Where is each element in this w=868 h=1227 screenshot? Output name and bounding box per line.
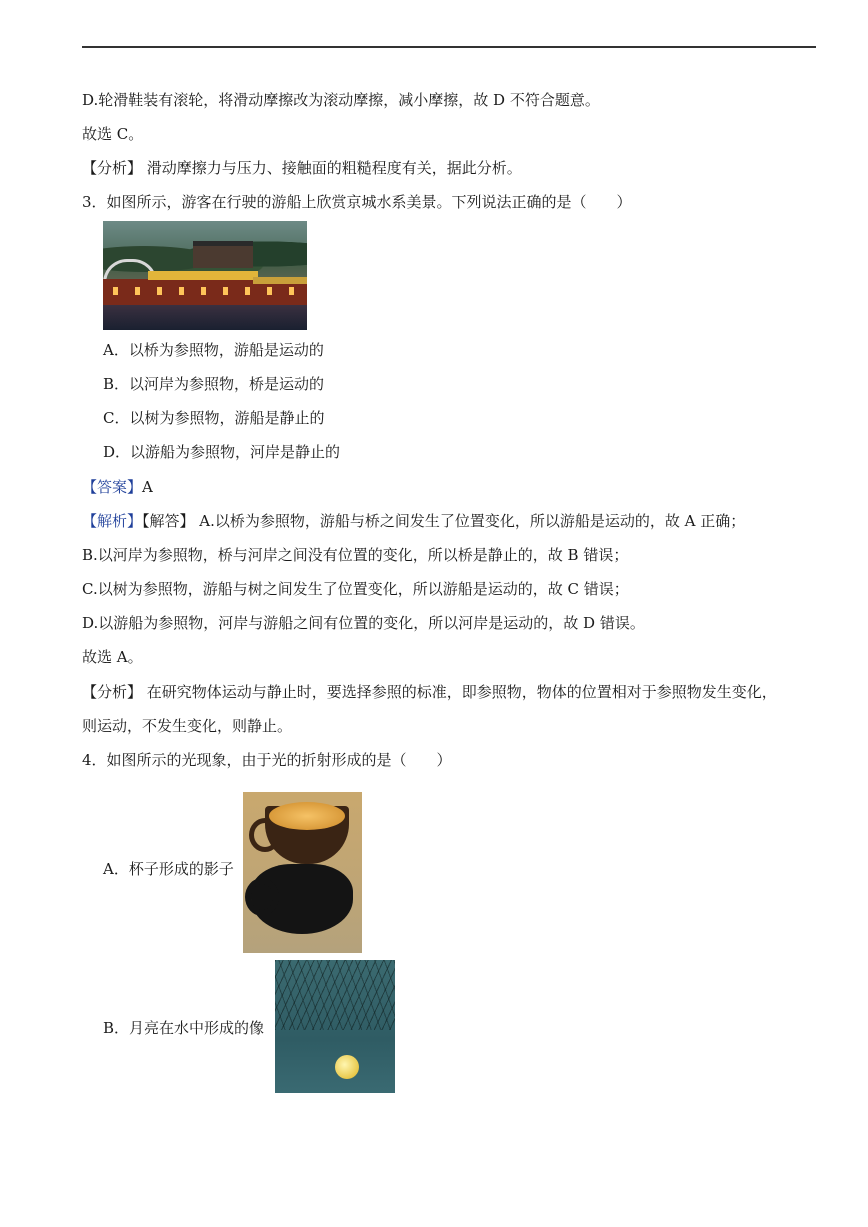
- choose-line: 故选 C。: [82, 125, 144, 143]
- choose-line-2: 故选 A。: [82, 648, 143, 666]
- boat-photo: [103, 221, 307, 330]
- q4-option-b: B．月亮在水中形成的像: [103, 1019, 265, 1037]
- analysis-line-3: 则运动，不发生变化，则静止。: [82, 717, 293, 735]
- option-b: B．以河岸为参照物，桥是运动的: [103, 375, 325, 393]
- analysis-text-2: 在研究物体运动与静止时，要选择参照的标准，即参照物，物体的位置相对于参照物发生变化，: [142, 683, 777, 701]
- option-a: A．以桥为参照物，游船是运动的: [103, 341, 324, 359]
- q4-option-a: A．杯子形成的影子: [103, 860, 234, 878]
- header-rule: [82, 46, 816, 48]
- analysis-text: 滑动摩擦力与压力、接触面的粗糙程度有关，据此分析。: [142, 159, 522, 177]
- answer-line: [82, 477, 153, 497]
- solution-text: 【解答】 A.以桥为参照物，游船与桥之间发生了位置变化，所以游船是运动的，故 A 正确；: [142, 512, 746, 530]
- answer-value: A: [142, 478, 153, 496]
- analysis-line: [82, 158, 522, 178]
- cup-shadow-photo: [243, 792, 362, 953]
- question-4: 4．如图所示的光现象，由于光的折射形成的是（ ）: [82, 751, 452, 769]
- analysis-line-2: [82, 682, 777, 702]
- option-c: C．以树为参照物，游船是静止的: [103, 409, 325, 427]
- analysis-tag: 【分析】: [82, 159, 143, 177]
- moon-reflection-photo: [275, 960, 395, 1093]
- analysis-tag-2: 【分析】: [82, 683, 143, 701]
- solution-line-c: C.以树为参照物，游船与树之间发生了位置变化，所以游船是运动的，故 C 错误；: [82, 580, 629, 598]
- solution-line-b: B.以河岸为参照物，桥与河岸之间没有位置的变化，所以桥是静止的，故 B 错误；: [82, 546, 629, 564]
- answer-tag: 【答案】: [82, 478, 143, 496]
- question-3: 3．如图所示，游客在行驶的游船上欣赏京城水系美景。下列说法正确的是（ ）: [82, 193, 632, 211]
- solution-line-a: [82, 511, 745, 531]
- answer-line-d: D.轮滑鞋装有滚轮，将滑动摩擦改为滚动摩擦，减小摩擦，故 D 不符合题意。: [82, 91, 600, 109]
- solution-tag: 【解析】: [82, 512, 143, 530]
- option-d: D．以游船为参照物，河岸是静止的: [103, 443, 341, 461]
- solution-line-d: D.以游船为参照物，河岸与游船之间有位置的变化，所以河岸是运动的，故 D 错误。: [82, 614, 645, 632]
